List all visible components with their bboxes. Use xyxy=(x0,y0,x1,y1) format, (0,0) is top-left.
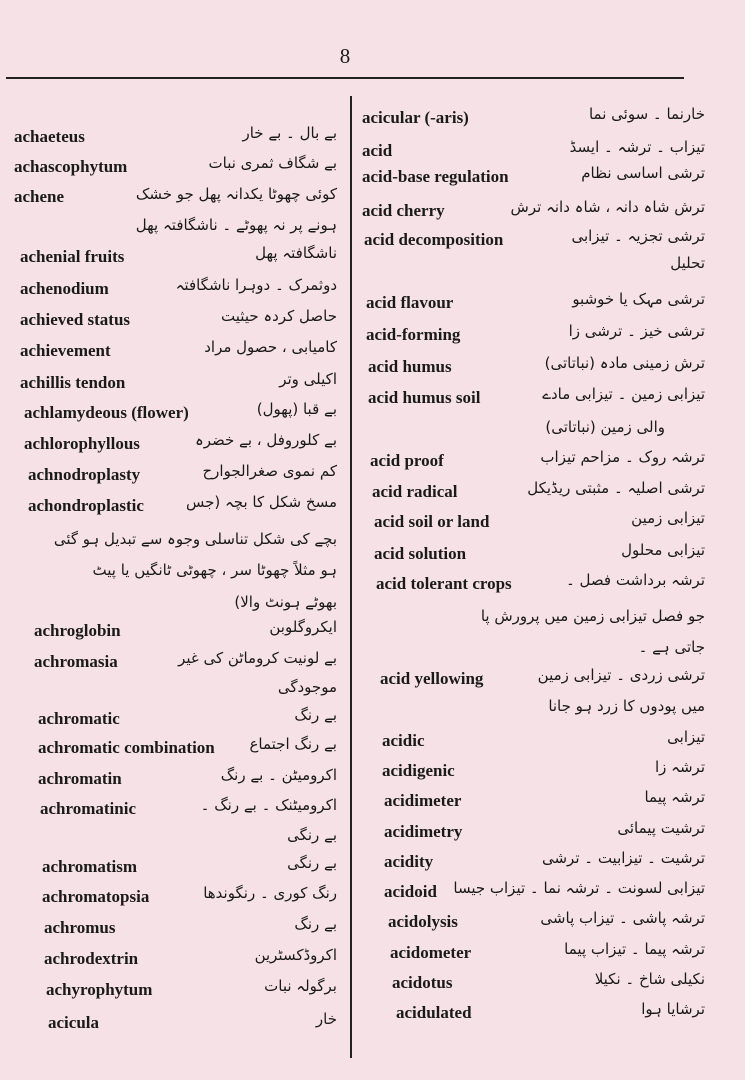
gloss: ترشی تجزیہ ۔ تیزابی xyxy=(571,227,705,246)
gloss: ترشایا ہوا xyxy=(641,1000,705,1019)
gloss: تیزابی محلول xyxy=(621,541,705,560)
gloss: مسخ شکل کا بچہ (جس xyxy=(186,493,337,512)
headword: achene xyxy=(14,187,65,206)
headword: acid decomposition xyxy=(364,230,504,249)
gloss-continuation: ہو مثلاً چھوٹا سر ، چھوٹی ٹانگیں یا پیٹ xyxy=(92,561,337,580)
gloss: تیزابی لسونت ۔ ترشہ نما ۔ تیزاب جیسا xyxy=(453,879,705,898)
headword: acidotus xyxy=(392,973,453,992)
gloss: تیزابی زمین xyxy=(631,509,705,528)
gloss-continuation: میں پودوں کا زرد ہو جانا xyxy=(548,697,705,716)
headword: acid yellowing xyxy=(380,669,484,688)
headword: achenial fruits xyxy=(20,247,125,266)
gloss-continuation: ہونے پر نہ پھوٹے ۔ ناشگافتہ پھل xyxy=(135,216,337,235)
gloss-continuation: جو فصل تیزابی زمین میں پرورش پا xyxy=(480,607,705,626)
headword: achromatin xyxy=(38,769,122,788)
headword: achromatopsia xyxy=(42,887,150,906)
gloss: بے قبا (پھول) xyxy=(256,400,337,419)
gloss: ترشیت پیمائی xyxy=(617,819,705,838)
gloss: رنگ کوری ۔ رنگوندھا xyxy=(203,884,337,903)
headword: acid xyxy=(362,141,393,160)
gloss: اکیلی وتر xyxy=(279,370,337,389)
gloss-continuation: جاتی ہے ۔ xyxy=(638,638,705,657)
gloss: بے رنگ xyxy=(294,915,337,934)
gloss: بے رنگ xyxy=(294,706,337,725)
headword: acid humus soil xyxy=(368,388,481,407)
headword: acidolysis xyxy=(388,912,458,931)
headword: acidoid xyxy=(384,882,437,901)
gloss: دوثمرک ۔ دوہرا ناشگافتہ xyxy=(175,276,337,295)
headword: acidity xyxy=(384,852,434,871)
headword: achromatinic xyxy=(40,799,137,818)
gloss: بے شگاف ثمری نبات xyxy=(208,154,337,173)
gloss: ترشی خیز ۔ ترشی زا xyxy=(568,322,705,341)
headword: achromatic xyxy=(38,709,120,728)
gloss: برگولہ نبات xyxy=(264,977,337,996)
headword: acidimetry xyxy=(384,822,463,841)
gloss: بے رنگی xyxy=(287,854,337,873)
headword: acid-base regulation xyxy=(362,167,509,186)
headword: acid radical xyxy=(372,482,458,501)
headword: achlamydeous (flower) xyxy=(24,403,189,422)
headword: achaeteus xyxy=(14,127,85,146)
headword: achenodium xyxy=(20,279,109,298)
headword: achromus xyxy=(44,918,116,937)
headword: achondroplastic xyxy=(28,496,144,515)
gloss: ترش زمینی مادہ (نباتاتی) xyxy=(544,354,705,373)
gloss: اکرومیٹن ۔ بے رنگ xyxy=(220,766,337,785)
gloss: ترشہ زا xyxy=(655,758,705,777)
gloss: کامیابی ، حصول مراد xyxy=(204,338,337,357)
gloss: ترشی اساسی نظام xyxy=(581,164,705,183)
gloss: ترشہ پاشی ۔ تیزاب پاشی xyxy=(540,909,705,928)
gloss: اکرومیٹنک ۔ بے رنگ ۔ xyxy=(200,796,337,815)
gloss-continuation: موجودگی xyxy=(277,678,337,697)
headword: achlorophyllous xyxy=(24,434,140,453)
headword: achroglobin xyxy=(34,621,121,640)
gloss: بے لونیت کروماٹن کی غیر xyxy=(178,649,337,668)
gloss-continuation: بچے کی شکل تناسلی وجوہ سے تبدیل ہو گئی xyxy=(53,530,337,549)
headword: acid proof xyxy=(370,451,444,470)
headword: acicula xyxy=(48,1013,99,1032)
gloss: ناشگافتہ پھل xyxy=(255,244,337,263)
gloss: ترشی زردی ۔ تیزابی زمین xyxy=(537,666,705,685)
gloss: خار xyxy=(315,1010,337,1029)
headword: acid humus xyxy=(368,357,452,376)
headword: acidic xyxy=(382,731,425,750)
headword: acicular (-aris) xyxy=(362,108,469,127)
headword: achascophytum xyxy=(14,157,128,176)
page-number: 8 xyxy=(339,44,351,68)
headword: achievement xyxy=(20,341,111,360)
headword: achyrophytum xyxy=(46,980,153,999)
headword: achromatic combination xyxy=(38,738,215,757)
gloss: نکیلی شاخ ۔ نکیلا xyxy=(594,970,705,989)
gloss: تیزاب ۔ ترشہ ۔ ایسڈ xyxy=(569,138,705,157)
gloss: ترشی مہک یا خوشبو xyxy=(572,290,705,309)
gloss: بے کلوروفل ، بے خضرہ xyxy=(194,431,337,450)
headword: acid tolerant crops xyxy=(376,574,512,593)
headword: achieved status xyxy=(20,310,131,329)
gloss-continuation: بے رنگی xyxy=(287,826,337,845)
headword: acid flavour xyxy=(366,293,454,312)
headword: acid solution xyxy=(374,544,467,563)
gloss-continuation: والی زمین (نباتاتی) xyxy=(545,418,665,437)
gloss-continuation: بھوٹے ہونٹ والا) xyxy=(234,593,337,612)
headword: achrodextrin xyxy=(44,949,139,968)
gloss: ترشہ پیما xyxy=(644,788,705,807)
headword: acid cherry xyxy=(362,201,445,220)
headword: acidigenic xyxy=(382,761,455,780)
gloss: تیزابی زمین ۔ تیزابی مادے xyxy=(542,385,705,404)
headword: achnodroplasty xyxy=(28,465,141,484)
headword: acidulated xyxy=(396,1003,472,1022)
gloss: کوئی چھوٹا یکدانہ پھل جو خشک xyxy=(135,185,337,204)
headword: achillis tendon xyxy=(20,373,126,392)
gloss: حاصل کردہ حیثیت xyxy=(221,307,337,326)
gloss: کم نموی صغرالجوارح xyxy=(202,462,337,481)
gloss: ترشی اصلیہ ۔ مثبتی ریڈیکل xyxy=(527,479,705,498)
gloss: بے بال ۔ بے خار xyxy=(242,124,337,143)
gloss: تیزابی xyxy=(667,728,705,747)
headword: acidimeter xyxy=(384,791,462,810)
gloss: ایکروگلوبن xyxy=(269,618,337,637)
headword: achromasia xyxy=(34,652,118,671)
gloss: ترش شاہ دانہ ، شاہ دانہ ترش xyxy=(510,198,705,217)
gloss: ترشہ برداشت فصل ۔ xyxy=(565,571,705,590)
gloss: ترشہ روک ۔ مزاحم تیزاب xyxy=(540,448,705,467)
headword: acid soil or land xyxy=(374,512,490,531)
gloss: اکروڈکسٹرین xyxy=(254,946,337,965)
gloss: خارنما ۔ سوئی نما xyxy=(588,105,705,124)
gloss: ترشہ پیما ۔ تیزاب پیما xyxy=(564,940,705,959)
headword: achromatism xyxy=(42,857,138,876)
gloss: بے رنگ اجتماع xyxy=(249,735,337,754)
headword: acid-forming xyxy=(366,325,461,344)
headword: acidometer xyxy=(390,943,472,962)
gloss: ترشیت ۔ تیزابیت ۔ ترشی xyxy=(541,849,705,868)
gloss-continuation: تحلیل xyxy=(670,254,705,273)
